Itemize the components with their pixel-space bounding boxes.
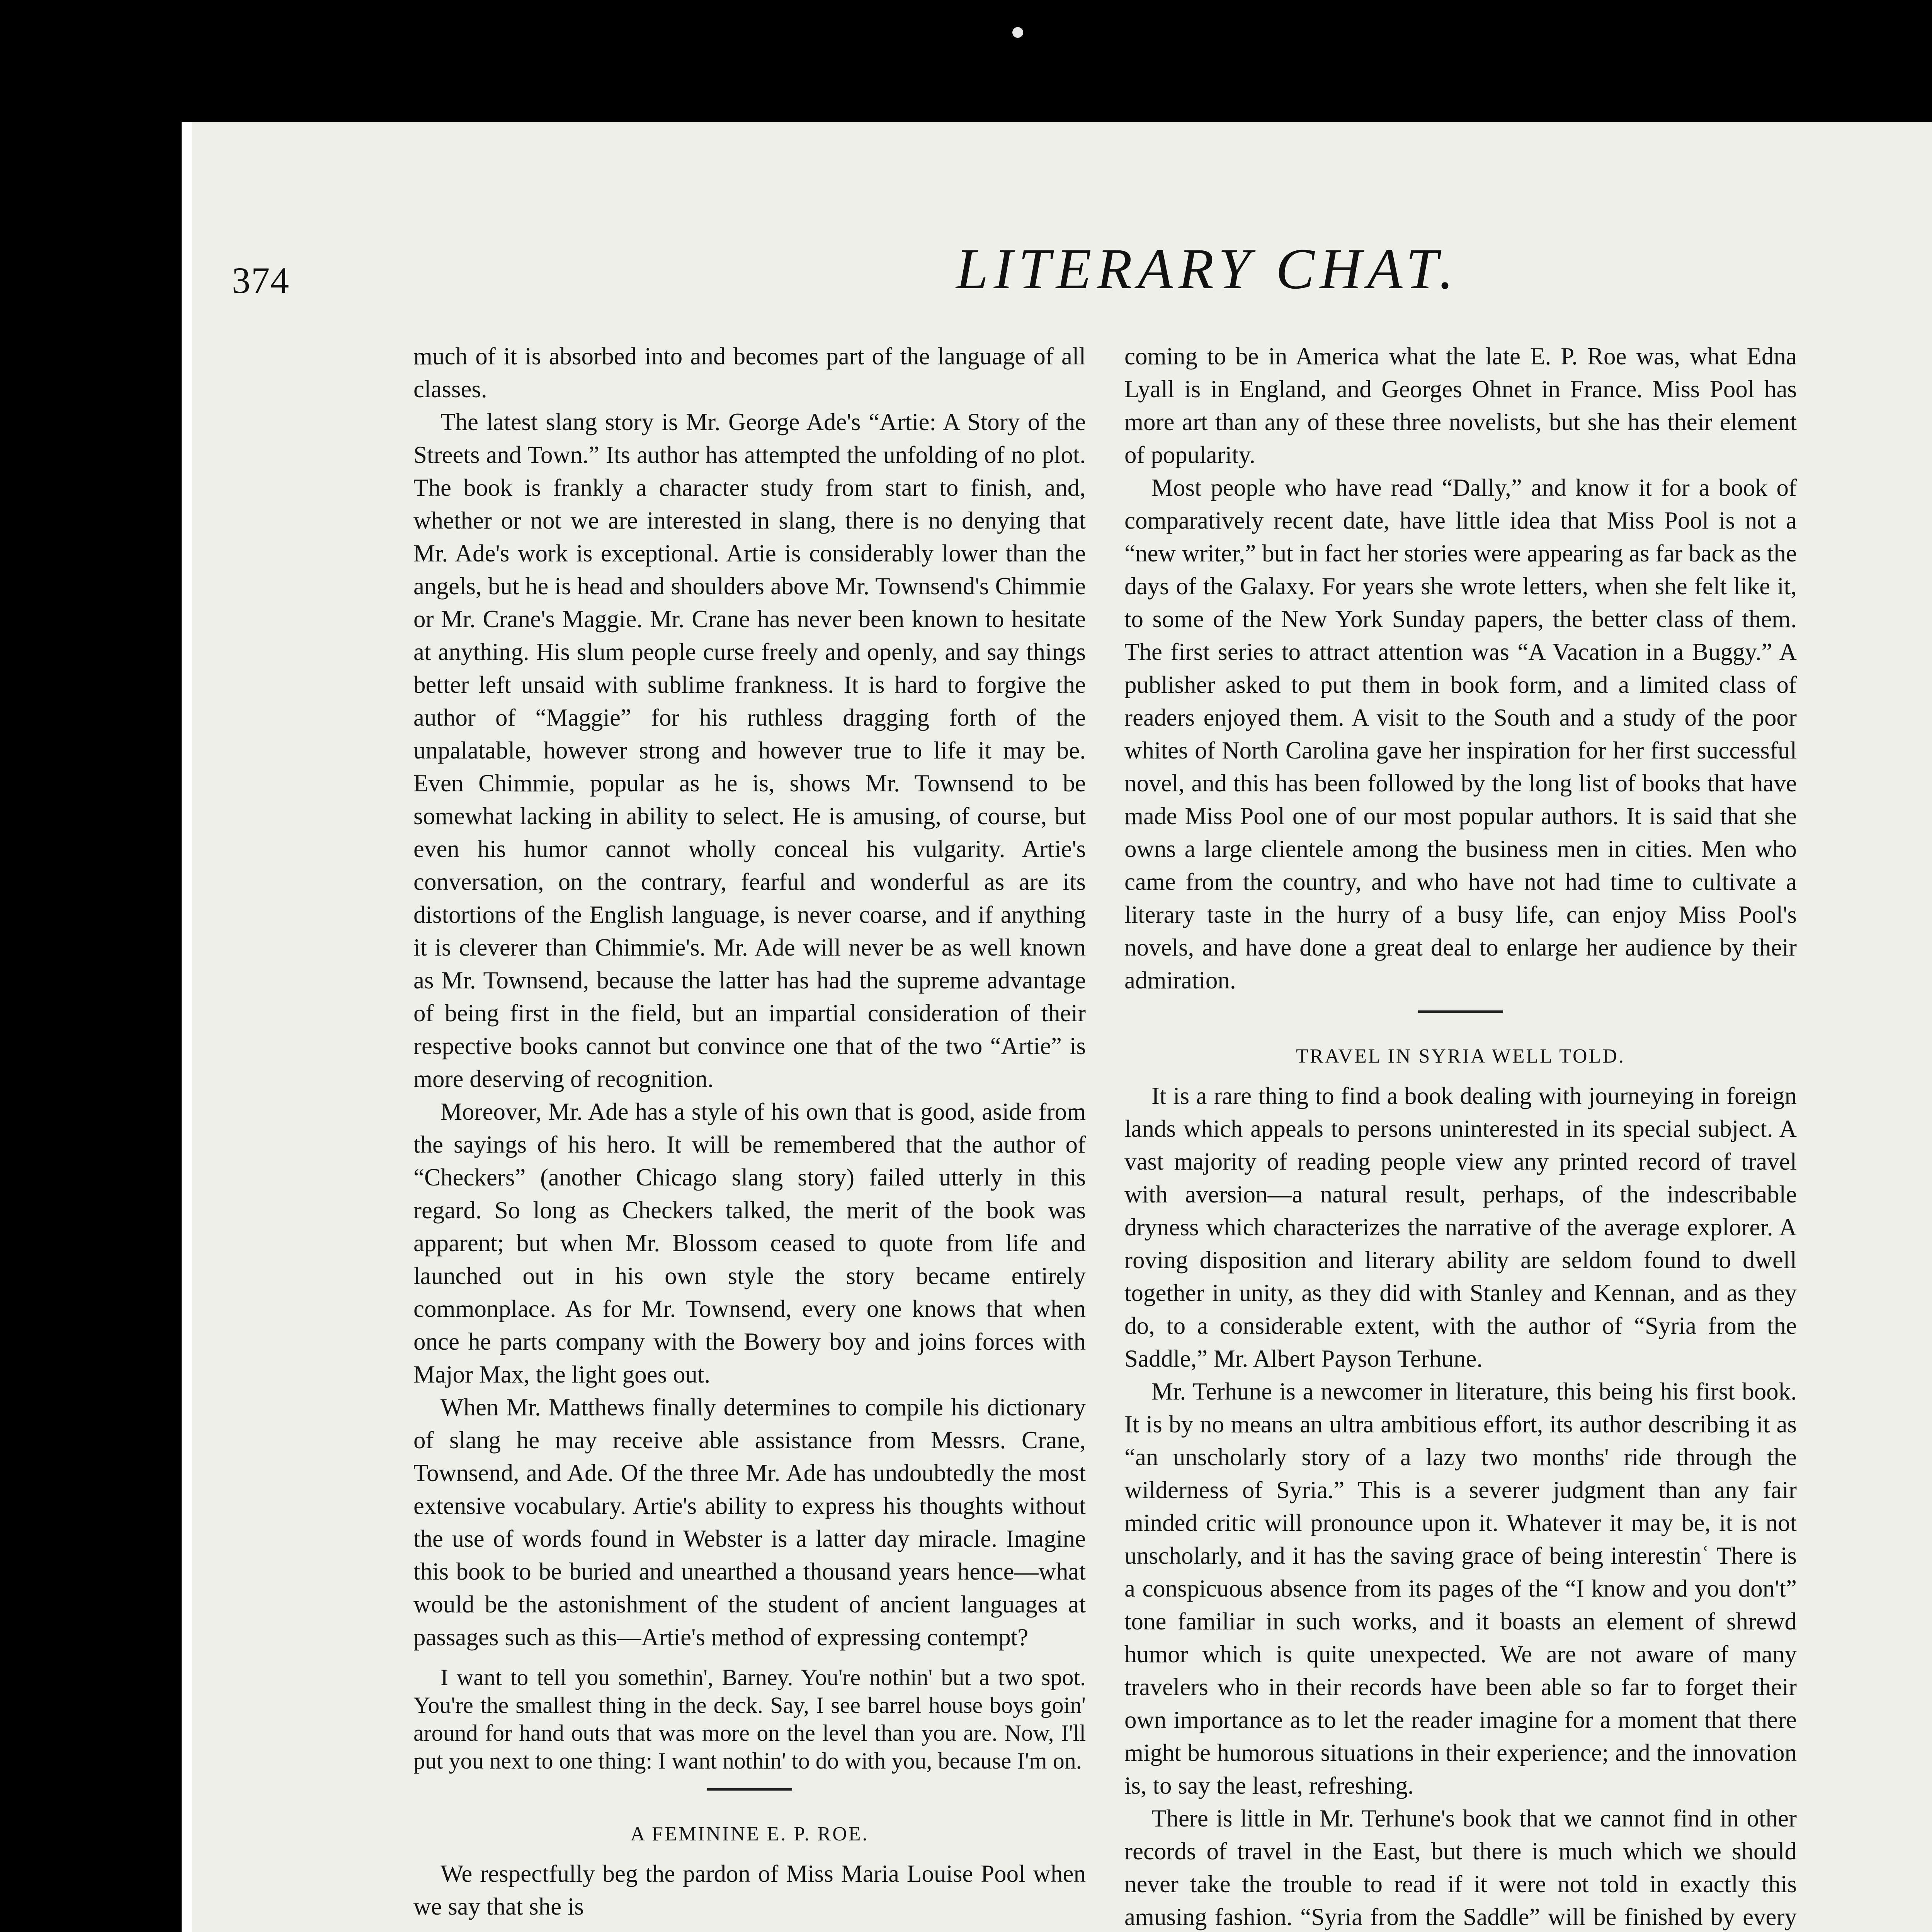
slang-quotation: I want to tell you somethin', Barney. You're nothin' but a two spot. You're the smallest thing in the deck. Say, I see barrel house boys goin' around for hand outs that was more on the level than you are. Now, I'll put you next to one thing: I want nothin' to do with you, because I'm on. <box>413 1665 1086 1774</box>
left-column <box>413 340 1086 1923</box>
paragraph: much of it is absorbed into and becomes part of the language of all classes. <box>413 343 1086 403</box>
paragraph: Mr. Terhune is a newcomer in literature, this being his first book. It is by no means an ultra ambitious effort, its author describing it as “an unscholarly story of a lazy two months' ride through the wilderness of Syria.” This is a severer judgment than any fair minded critic will pronounce upon it. Whatever it may be, it is not unscholarly, and it has the saving grace of being interestinʿ There is a conspicuous absence from its pages of the “I know and you don't” tone familiar in such works, and it boasts an element of shrewd humor which is quite unexpected. We are not aware of many travelers who in their records have been able so far to forget their own importance as to let the reader imagine for a moment that there might be humorous situations in their experience; and the innovation is, to say the least, refreshing. <box>1124 1378 1797 1799</box>
paragraph: Moreover, Mr. Ade has a style of his own that is good, aside from the sayings of his hero. It will be remembered that the author of “Checkers” (another Chicago slang story) failed utterly in this regard. So long as Checkers talked, the merit of the book was apparent; but when Mr. Blossom ceased to quote from life and launched out in his own style the story became entirely commonplace. As for Mr. Townsend, every one knows that when once he parts company with the Bowery boy and joins forces with Major Max, the light goes out. <box>413 1098 1086 1388</box>
section-heading: A FEMININE E. P. ROE. <box>630 1823 869 1845</box>
right-column <box>1124 340 1797 1932</box>
page-number: 374 <box>232 260 290 301</box>
paragraph: When Mr. Matthews finally determines to compile his dictionary of slang he may receive able assistance from Messrs. Crane, Townsend, and Ade. Of the three Mr. Ade has undoubtedly the most extensive vocabulary. Artie's ability to express his thoughts without the use of words found in Webster is a latter day miracle. Imagine this book to be buried and unearthed a thousand years hence—what would be the astonishment of the student of ancient languages at passages such as this—Artie's method of expressing contempt? <box>413 1394 1086 1651</box>
paragraph: Most people who have read “Dally,” and know it for a book of comparatively recent date, have little idea that Miss Pool is not a “new writer,” but in fact her stories were appearing as far back as the days of the Galaxy. For years she wrote letters, when she felt like it, to some of the New York Sunday papers, the better class of them. The first series to attract attention was “A Vacation in a Buggy.” A publisher asked to put them in book form, and a limited class of readers enjoyed them. A visit to the South and a study of the poor whites of North Carolina gave her inspiration for her first successful novel, and this has been followed by the long list of books that have made Miss Pool one of our most popular authors. It is said that she owns a large clientele among the business men in cities. Men who came from the country, and who have not had time to cultivate a literary taste in the hurry of a busy life, can enjoy Miss Pool's novels, and have done a great deal to enlarge her audience by their admiration. <box>1124 474 1797 994</box>
section-heading: TRAVEL IN SYRIA WELL TOLD. <box>1296 1045 1625 1067</box>
section-rule <box>707 1788 792 1791</box>
running-head: LITERARY CHAT. <box>956 237 1459 301</box>
section-rule <box>1418 1010 1503 1013</box>
paragraph: We respectfully beg the pardon of Miss Maria Louise Pool when we say that she is <box>413 1860 1086 1920</box>
paragraph: coming to be in America what the late E. P. Roe was, what Edna Lyall is in England, and Georges Ohnet in France. Miss Pool has more art than any of these three novelists, but she has their element of popularity. <box>1124 343 1797 468</box>
paragraph: The latest slang story is Mr. George Ade's “Artie: A Story of the Streets and Town.” Its author has attempted the unfolding of no plot. The book is frankly a character study from start to finish, and, whether or not we are interested in slang, there is no denying that Mr. Ade's work is exceptional. Artie is considerably lower than the angels, but he is head and shoulders above Mr. Townsend's Chimmie or Mr. Crane's Maggie. Mr. Crane has never been known to hesitate at anything. His slum people curse freely and openly, and say things better left unsaid with sublime frankness. It is hard to forgive the author of “Maggie” for his ruthless dragging forth of the unpalatable, however strong and however true to life it may be. Even Chimmie, popular as he is, shows Mr. Townsend to be somewhat lacking in ability to select. He is amusing, of course, but even his humor cannot wholly conceal his vulgarity. Artie's conversation, on the contrary, fearful and wonderful as are its distortions of the English language, is never coarse, and if anything it is cleverer than Chimmie's. Mr. Ade will never be as well known as Mr. Townsend, because the latter has had the supreme advantage of being first in the field, but an impartial consideration of their respective books cannot but convince one that of the two “Artie” is more deserving of recognition. <box>413 408 1086 1092</box>
scan-speck <box>1012 27 1023 38</box>
page-header <box>232 216 1793 317</box>
paragraph: It is a rare thing to find a book dealing with journeying in foreign lands which appeals to persons uninterested in its special subject. A vast majority of reading people view any printed record of travel with aversion—a natural result, perhaps, of the indescribable dryness which characterizes the narrative of the average explorer. A roving disposition and literary ability are seldom found to dwell together in unity, as they did with Stanley and Kennan, and as they do, to a considerable extent, with the author of “Syria from the Saddle,” Mr. Albert Payson Terhune. <box>1124 1082 1797 1372</box>
paragraph: There is little in Mr. Terhune's book that we cannot find in other records of travel in the East, but there is much which we should never take the trouble to read if it were not told in exactly this amusing fashion. “Syria from the Saddle” will be finished by every <box>1124 1805 1797 1930</box>
